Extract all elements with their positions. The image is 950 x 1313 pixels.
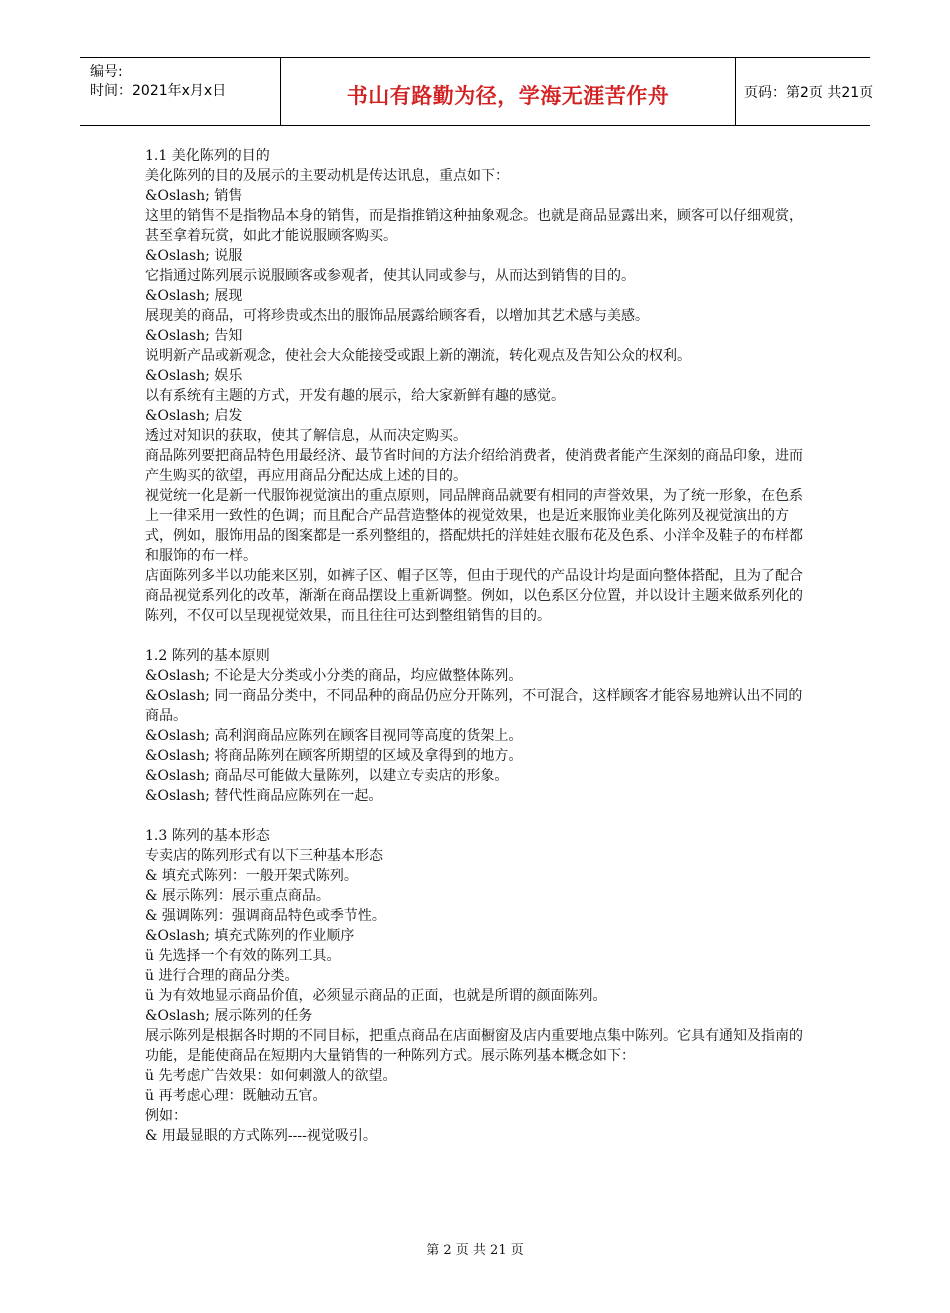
body-paragraph: 说明新产品或新观念，使社会大众能接受或跟上新的潮流，转化观点及告知公众的权利。: [145, 348, 691, 364]
bullet-item: &Oslash; 说服: [145, 248, 243, 264]
checklist-item: ü 先选择一个有效的陈列工具。: [145, 948, 341, 964]
section-heading: 1.1 美化陈列的目的: [145, 148, 270, 164]
bullet-item: &Oslash; 商品尽可能做大量陈列，以建立专卖店的形象。: [145, 768, 509, 784]
document-body: [145, 146, 810, 1146]
bullet-item: &Oslash; 展现: [145, 288, 243, 304]
bullet-item: &Oslash; 销售: [145, 188, 243, 204]
bullet-item: &Oslash; 填充式陈列的作业顺序: [145, 928, 355, 944]
document-number-label: 编号:: [90, 64, 123, 80]
body-paragraph: 视觉统一化是新一代服饰视觉演出的重点原则，同品牌商品就要有相同的声誉效果，为了统一形象，在色系上一律采用一致性的色调；而且配合产品营造整体的视觉效果，也是近来服饰业美化陈列及视觉演出的方式，例如，服饰用品的图案都是一系列整组的，搭配烘托的洋娃娃衣服布花及色系、小洋伞及鞋子的布样都和服饰的布一样。: [145, 488, 803, 564]
bullet-item: &Oslash; 替代性商品应陈列在一起。: [145, 788, 383, 804]
blank-line: [145, 806, 810, 826]
bullet-item: & 用最显眼的方式陈列----视觉吸引。: [145, 1128, 377, 1144]
body-paragraph: 透过对知识的获取，使其了解信息，从而决定购买。: [145, 428, 467, 444]
section-heading: 1.3 陈列的基本形态: [145, 828, 270, 844]
bullet-item: &Oslash; 告知: [145, 328, 243, 344]
checklist-item: ü 再考虑心理：既触动五官。: [145, 1088, 327, 1104]
bullet-item: & 强调陈列：强调商品特色或季节性。: [145, 908, 386, 924]
bullet-item: &Oslash; 同一商品分类中，不同品种的商品仍应分开陈列，不可混合，这样顾客才能容易地辨认出不同的商品。: [145, 688, 803, 724]
checklist-item: ü 先考虑广告效果：如何刺激人的欲望。: [145, 1068, 397, 1084]
bullet-item: &Oslash; 娱乐: [145, 368, 243, 384]
header-motto-cell: [280, 58, 736, 125]
bullet-item: & 展示陈列：展示重点商品。: [145, 888, 330, 904]
bullet-item: &Oslash; 展示陈列的任务: [145, 1008, 313, 1024]
section-heading: 1.2 陈列的基本原则: [145, 648, 270, 664]
header-page-code: 页码：第2页 共21页: [744, 85, 874, 101]
body-paragraph: 美化陈列的目的及展示的主要动机是传达讯息，重点如下：: [145, 168, 509, 184]
body-paragraph: 展示陈列是根据各时期的不同目标，把重点商品在店面橱窗及店内重要地点集中陈列。它具有通知及指南的功能，是能使商品在短期内大量销售的一种陈列方式。展示陈列基本概念如下：: [145, 1028, 803, 1064]
body-paragraph: 它指通过陈列展示说服顾客或参观者，使其认同或参与，从而达到销售的目的。: [145, 268, 635, 284]
body-paragraph: 专卖店的陈列形式有以下三种基本形态: [145, 848, 383, 864]
body-paragraph: 店面陈列多半以功能来区别，如裤子区、帽子区等，但由于现代的产品设计均是面向整体搭配，且为了配合商品视觉系列化的改革，渐渐在商品摆设上重新调整。例如，以色系区分位置，并以设计主题来做系列化的陈列，不仅可以呈现视觉效果，而且往往可达到整组销售的目的。: [145, 568, 803, 624]
bullet-item: &Oslash; 不论是大分类或小分类的商品，均应做整体陈列。: [145, 668, 523, 684]
checklist-item: ü 进行合理的商品分类。: [145, 968, 299, 984]
bullet-item: &Oslash; 启发: [145, 408, 243, 424]
body-paragraph: 以有系统有主题的方式，开发有趣的展示，给大家新鲜有趣的感觉。: [145, 388, 565, 404]
checklist-item: ü 为有效地显示商品价值，必须显示商品的正面，也就是所谓的颜面陈列。: [145, 988, 607, 1004]
body-paragraph: 商品陈列要把商品特色用最经济、最节省时间的方法介绍给消费者，使消费者能产生深刻的商品印象，进而产生购买的欲望，再应用商品分配达成上述的目的。: [145, 448, 803, 484]
document-date: 时间：2021年x月x日: [90, 83, 227, 99]
header-motto: 书山有路勤为径，学海无涯苦作舟: [346, 84, 670, 108]
body-paragraph: 这里的销售不是指物品本身的销售，而是指推销这种抽象观念。也就是商品显露出来，顾客可以仔细观赏，甚至拿着玩赏，如此才能说服顾客购买。: [145, 208, 803, 244]
bullet-item: &Oslash; 将商品陈列在顾客所期望的区域及拿得到的地方。: [145, 748, 523, 764]
document-header: [80, 57, 874, 126]
bullet-item: &Oslash; 高利润商品应陈列在顾客目视同等高度的货架上。: [145, 728, 523, 744]
blank-line: [145, 626, 810, 646]
bullet-item: & 填充式陈列：一般开架式陈列。: [145, 868, 358, 884]
header-page-cell: [735, 58, 874, 125]
header-meta-cell: [80, 58, 280, 125]
body-paragraph: 展现美的商品，可将珍贵或杰出的服饰品展露给顾客看，以增加其艺术感与美感。: [145, 308, 649, 324]
body-paragraph: 例如：: [145, 1108, 187, 1124]
page-footer: 第 2 页 共 21 页: [426, 1243, 524, 1258]
